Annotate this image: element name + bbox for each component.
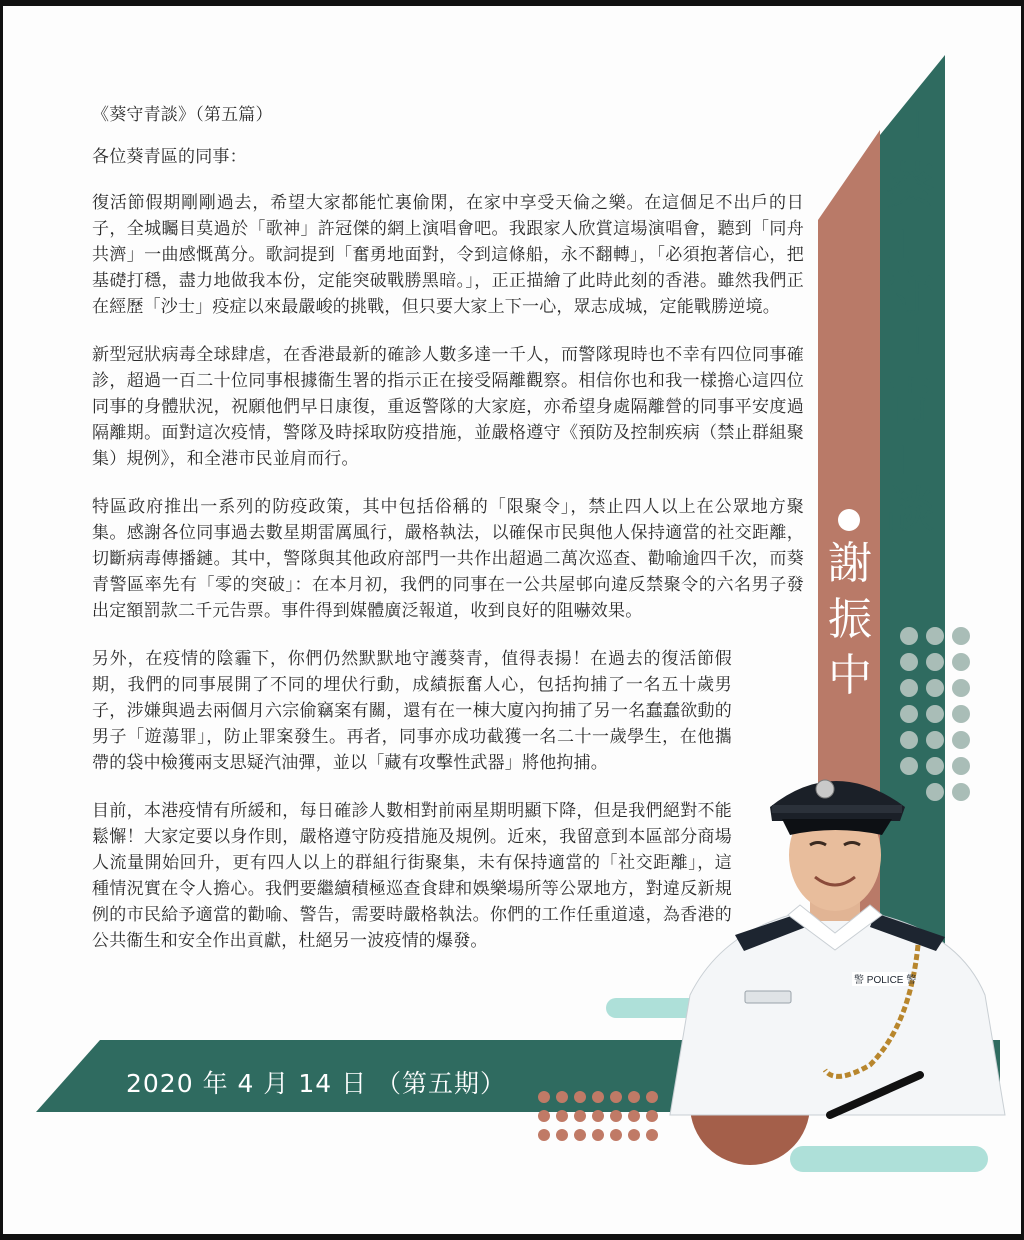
title-char: 談	[885, 481, 935, 539]
series-title: 《葵守青談》（第五篇）	[92, 105, 273, 125]
title-char: 守	[885, 265, 935, 323]
paragraph-2: 新型冠狀病毒全球肆虐，在香港最新的確診人數多達一千人，而警隊現時也不幸有四位同事確診，超過一百二十位同事根據衞生署的指示正在接受隔離觀察。相信你也和我一樣擔心這四位同事的身體狀況，祝願他們早日康復，重返警隊的大家庭，亦希望身處隔離營的同事平安度過隔離期。面對這次疫情，警隊及時採取防疫措施，並嚴格遵守《預防及控制疾病（禁止群組聚集）規例》，和全港市民並肩而行。	[92, 345, 804, 469]
title-char: 「	[888, 106, 932, 157]
police-badge-text: 警 POLICE 警	[854, 975, 917, 986]
title-char: 「	[888, 322, 932, 373]
cap-badge	[816, 780, 834, 798]
greeting: 各位葵青區的同事：	[92, 147, 247, 167]
name-tag	[745, 991, 791, 1003]
title-char: 」	[888, 214, 932, 265]
light-teal-pill-bottom	[790, 1146, 988, 1172]
author-bullet-dot	[838, 509, 860, 531]
author-char: 中	[828, 650, 872, 701]
author-char: 振	[828, 594, 872, 645]
author-name	[818, 536, 882, 704]
paragraph-4: 另外，在疫情的陰霾下，你們仍然默默地守護葵青，值得表揚！在過去的復活節假期，我們的同事展開了不同的埋伏行動，成績振奮人心，包括拘捕了一名五十歲男子，涉嫌與過去兩個月六宗偷竊案有關，還有在一棟大廈內拘捕了另一名蠢蠢欲動的男子「遊蕩罪」，防止罪案發生。再者，同事亦成功截獲一名二十一歲學生，在他攜帶的袋中檢獲兩支思疑汽油彈，並以「藏有攻擊性武器」將他拘捕。	[92, 649, 732, 773]
title-char: 青	[885, 373, 935, 431]
author-char: 謝	[828, 538, 872, 589]
title-char: 」	[888, 430, 932, 481]
paragraph-5: 目前，本港疫情有所緩和，每日確診人數相對前兩星期明顯下降，但是我們絕對不能鬆懈！大家定要以身作則，嚴格遵守防疫措施及規例。近來，我留意到本區部分商場人流量開始回升，更有四人以上的群組行街聚集，未有保持適當的「社交距離」，這種情況實在令人擔心。我們要繼續積極巡查食肆和娛樂場所等公眾地方，對違反新規例的市民給予適當的勸喻、警告，需要時嚴格執法。你們的工作任重道遠，為香港的公共衞生和安全作出貢獻，杜絕另一波疫情的爆發。	[92, 801, 732, 951]
title-char: 葵	[885, 157, 935, 215]
column-title	[870, 106, 950, 542]
letter-body	[92, 102, 804, 976]
paragraph-1: 復活節假期剛剛過去，希望大家都能忙裏偷閑，在家中享受天倫之樂。在這個足不出戶的日子，全城矚目莫過於「歌神」許冠傑的網上演唱會吧。我跟家人欣賞這場演唱會，聽到「同舟共濟」一曲感慨萬分。歌詞提到「奮勇地面對，令到這條船，永不翻轉」，「必須抱著信心，把基礎打穩，盡力地做我本份，定能突破戰勝黑暗。」，正正描繪了此時此刻的香港。雖然我們正在經歷「沙士」疫症以來最嚴峻的挑戰，但只要大家上下一心，眾志成城，定能戰勝逆境。	[92, 193, 804, 317]
issue-date: 2020 年 4 月 14 日 （第五期）	[126, 1069, 507, 1098]
paragraph-3: 特區政府推出一系列的防疫政策，其中包括俗稱的「限聚令」，禁止四人以上在公眾地方聚集。感謝各位同事過去數星期雷厲風行，嚴格執法，以確保市民與他人保持適當的社交距離，切斷病毒傳播鏈。其中，警隊與其他政府部門一共作出超過二萬次巡查、勸喻逾四千次，而葵青警區率先有「零的突破」：在本月初，我們的同事在一公共屋邨向違反禁聚令的六名男子發出定額罰款二千元告票。事件得到媒體廣泛報道，收到良好的阻嚇效果。	[92, 497, 804, 621]
